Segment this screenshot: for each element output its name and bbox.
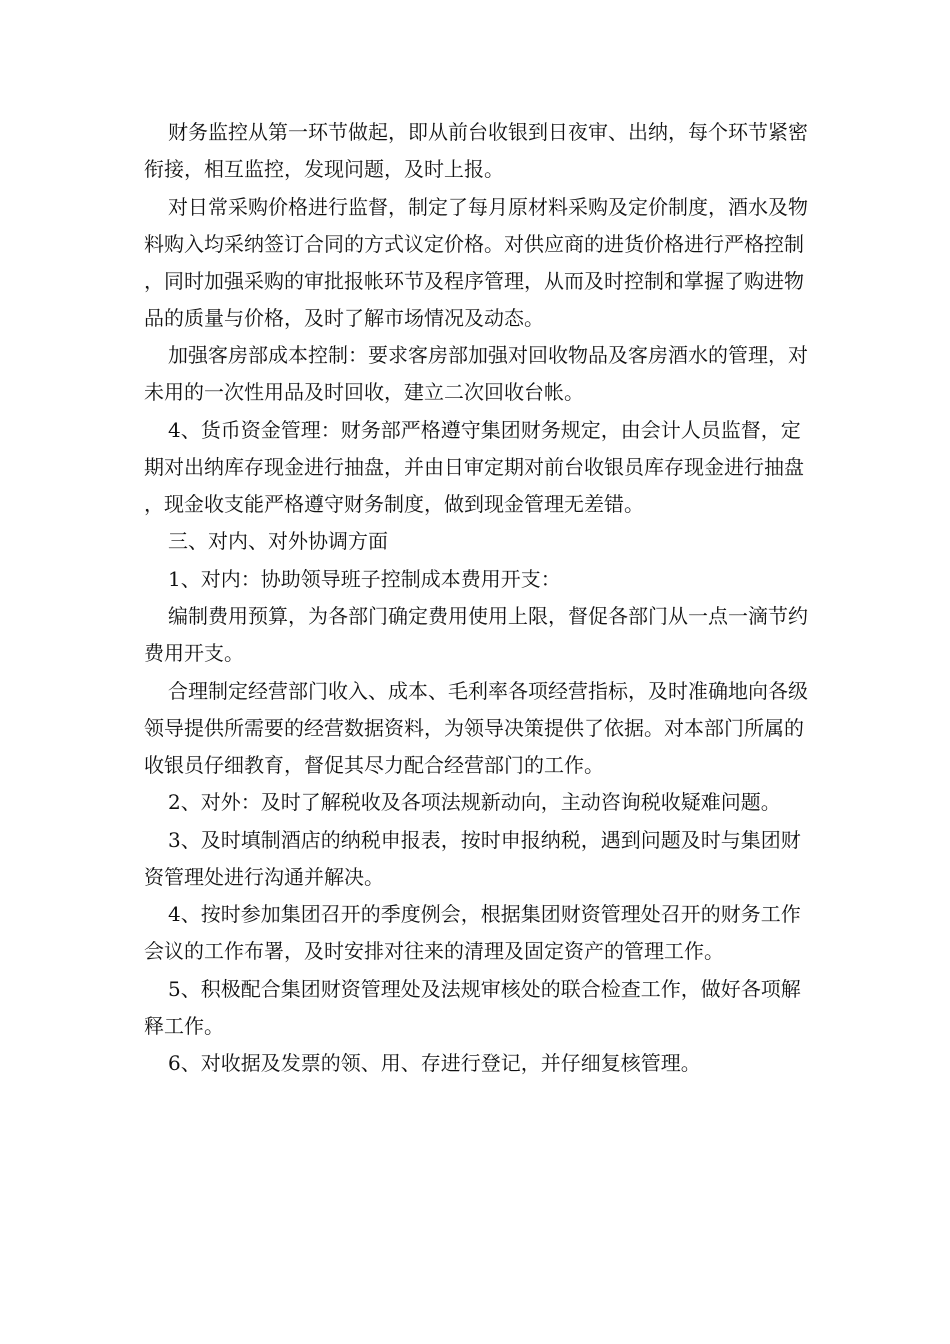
paragraph-quarterly-meeting: 4、按时参加集团召开的季度例会，根据集团财资管理处召开的财务工作会议的工作布署，及时安排对往来的清理及固定资产的管理工作。 (144, 902, 801, 963)
paragraph-joint-inspection: 5、积极配合集团财资管理处及法规审核处的联合检查工作，做好各项解释工作。 (144, 976, 801, 1038)
paragraph-purchase-price-supervision: 对日常采购价格进行监督，制定了每月原材料采购及定价制度，酒水及物料购入均采纳签订合同的方式议定价格。对供应商的进货价格进行严格控制，同时加强采购的审批报帐环节及程序管理，从而及时控制和掌握了购进物品的质量与价格，及时了解市场情况及动态。 (144, 194, 808, 330)
paragraph-financial-monitoring: 财务监控从第一环节做起，即从前台收银到日夜审、出纳，每个环节紧密衔接，相互监控，发现问题，及时上报。 (144, 120, 808, 181)
paragraph-operating-indicators: 合理制定经营部门收入、成本、毛利率各项经营指标，及时准确地向各级领导提供所需要的经营数据资料，为领导决策提供了依据。对本部门所属的收银员仔细教育，督促其尽力配合经营部门的工作。 (144, 678, 808, 777)
paragraph-cash-management: 4、货币资金管理：财务部严格遵守集团财务规定，由会计人员监督，定期对出纳库存现金进行抽盘，并由日审定期对前台收银员库存现金进行抽盘，现金收支能严格遵守财务制度，做到现金管理无差错。 (144, 417, 804, 516)
paragraph-tax-filing: 3、及时填制酒店的纳税申报表，按时申报纳税，遇到问题及时与集团财资管理处进行沟通并解决。 (144, 827, 801, 889)
paragraph-room-cost-control: 加强客房部成本控制：要求客房部加强对回收物品及客房酒水的管理，对未用的一次性用品及时回收，建立二次回收台帐。 (144, 343, 808, 404)
document-body (144, 114, 814, 1083)
paragraph-internal-coordination: 1、对内：协助领导班子控制成本费用开支： (168, 566, 561, 591)
paragraph-receipts-invoices: 6、对收据及发票的领、用、存进行登记，并仔细复核管理。 (168, 1051, 701, 1075)
section-heading-coordination: 三、对内、对外协调方面 (168, 529, 388, 553)
paragraph-budget: 编制费用预算，为各部门确定费用使用上限，督促各部门从一点一滴节约费用开支。 (144, 604, 808, 665)
paragraph-external-coordination: 2、对外：及时了解税收及各项法规新动向，主动咨询税收疑难问题。 (168, 790, 781, 814)
